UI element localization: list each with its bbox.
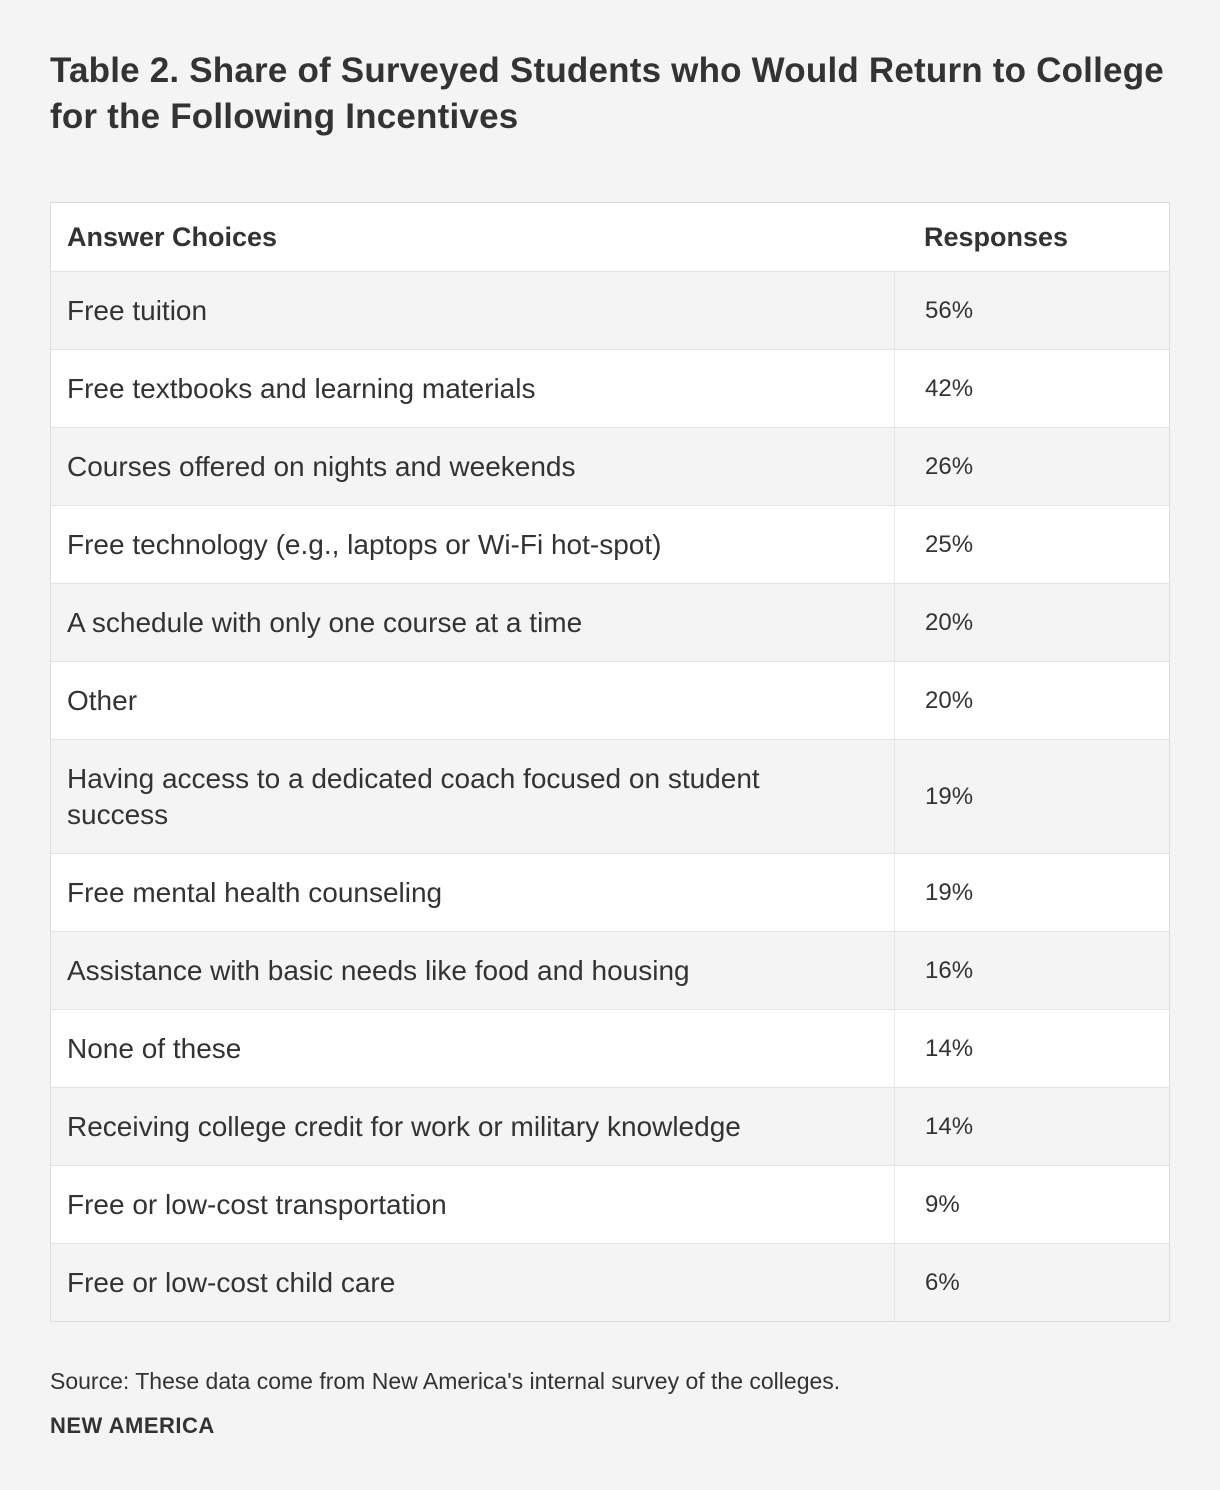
response-cell: 19%	[925, 782, 974, 810]
response-cell: 14%	[925, 1034, 974, 1062]
brand-label: NEW AMERICA	[50, 1413, 215, 1438]
data-table	[50, 202, 1170, 1322]
response-cell: 26%	[925, 452, 974, 480]
table-row	[51, 583, 1169, 661]
answer-choice-cell: Assistance with basic needs like food and housing	[51, 932, 895, 1009]
column-header-responses: Responses	[924, 222, 1069, 252]
response-cell: 14%	[925, 1112, 974, 1140]
answer-choice-cell: Free tuition	[51, 272, 895, 349]
response-cell: 9%	[925, 1190, 960, 1218]
response-cell: 42%	[925, 374, 974, 402]
table-row	[51, 505, 1169, 583]
response-cell: 20%	[925, 608, 974, 636]
answer-choice-cell: A schedule with only one course at a time	[51, 584, 895, 661]
table-row	[51, 661, 1169, 739]
response-cell: 19%	[925, 878, 974, 906]
table-row	[51, 271, 1169, 349]
response-cell: 6%	[925, 1268, 960, 1296]
table-header-row	[51, 203, 1169, 271]
response-cell: 56%	[925, 296, 974, 324]
answer-choice-cell: Free mental health counseling	[51, 854, 895, 931]
answer-choice-cell: Free textbooks and learning materials	[51, 350, 895, 427]
response-cell: 20%	[925, 686, 974, 714]
answer-choice-cell: Courses offered on nights and weekends	[51, 428, 895, 505]
answer-choice-cell: Free or low-cost transportation	[51, 1166, 895, 1243]
column-header-answer-choices: Answer Choices	[67, 222, 278, 252]
table-row	[51, 1009, 1169, 1087]
answer-choice-cell: Receiving college credit for work or military knowledge	[51, 1088, 895, 1165]
table-row	[51, 1165, 1169, 1243]
response-cell: 25%	[925, 530, 974, 558]
page	[50, 48, 1170, 1438]
table-row	[51, 853, 1169, 931]
table-row	[51, 739, 1169, 853]
answer-choice-cell: None of these	[51, 1010, 895, 1087]
table-row	[51, 1243, 1169, 1321]
response-cell: 16%	[925, 956, 974, 984]
answer-choice-cell: Free technology (e.g., laptops or Wi-Fi hot-spot)	[51, 506, 895, 583]
source-note: Source: These data come from New America's internal survey of the colleges.	[50, 1368, 841, 1394]
table-row	[51, 931, 1169, 1009]
table-row	[51, 349, 1169, 427]
table-row	[51, 1087, 1169, 1165]
answer-choice-cell: Having access to a dedicated coach focused on student success	[51, 740, 895, 853]
table-body	[51, 271, 1169, 1321]
page-title: Table 2. Share of Surveyed Students who Would Return to College for the Following Incentives	[50, 51, 1164, 136]
table-row	[51, 427, 1169, 505]
answer-choice-cell: Free or low-cost child care	[51, 1244, 895, 1321]
answer-choice-cell: Other	[51, 662, 895, 739]
